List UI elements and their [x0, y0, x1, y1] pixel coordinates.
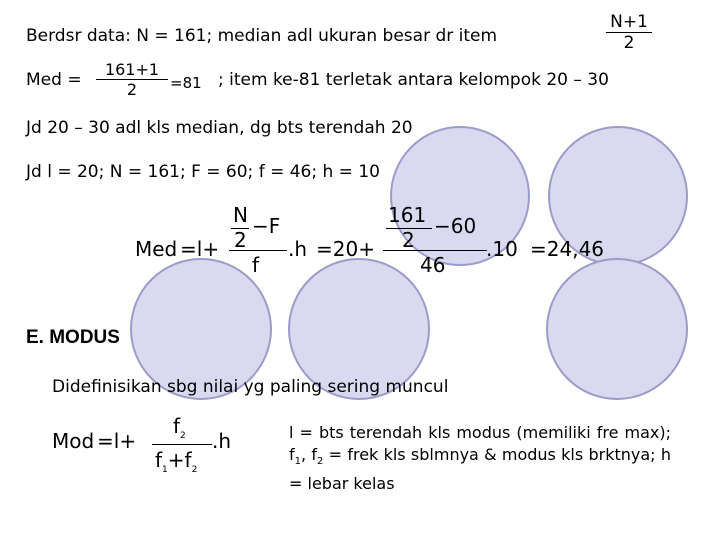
formula-eq-l-plus: =l+	[180, 237, 220, 261]
numerator-f2	[173, 414, 186, 441]
median-position-fraction	[96, 60, 168, 99]
modus-definition: Didefinisikan sbg nilai yg paling sering muncul	[52, 377, 449, 397]
formula-eq-20-plus: =20+	[316, 237, 375, 261]
inner-denominator-2: 2	[234, 228, 247, 252]
formula-med-lhs: Med	[135, 237, 178, 261]
inner-numerator-161: 161	[388, 203, 427, 227]
decor-circle-mid-right	[546, 258, 688, 400]
median-class-statement: ; item ke-81 terletak antara kelompok 20 – 30	[218, 70, 609, 90]
inner-denominator-2b: 2	[402, 228, 415, 252]
median-position-result: =81	[170, 74, 202, 92]
denominator-sub1: 1	[162, 465, 168, 475]
median-label: Med =	[26, 70, 82, 90]
times-h: .h	[212, 429, 232, 453]
median-result: =24,46	[530, 237, 605, 261]
times-10: .10	[486, 237, 518, 261]
numerator-sub: 2	[180, 431, 186, 441]
fraction-denominator: 2	[126, 80, 138, 99]
times-h: .h	[288, 237, 308, 261]
inner-numerator-n: N	[233, 203, 248, 227]
item-position-fraction	[606, 12, 652, 53]
minus-f: −F	[252, 214, 281, 238]
fraction-numerator: N+1	[610, 12, 648, 32]
explanation-part2: , f	[301, 445, 318, 464]
median-class-note: Jd 20 – 30 adl kls median, dg bts terendah 20	[26, 118, 413, 138]
formula-eq-l-plus: =l+	[97, 429, 137, 453]
outer-denominator-f: f	[252, 253, 260, 277]
numerator-f: f	[173, 414, 181, 438]
explanation-part1: l = bts terendah kls modus (memiliki fre max); f	[289, 423, 671, 464]
denominator-f2: f	[184, 448, 192, 472]
explanation-part3: = frek kls sblmnya & modus kls brktnya; h = lebar kelas	[289, 445, 671, 494]
denominator-f1-plus-f2	[155, 448, 197, 475]
denominator-sub2: 2	[191, 465, 198, 475]
outer-fraction-bar-2	[383, 250, 487, 251]
formula-mod-lhs: Mod	[52, 429, 95, 453]
outer-fraction-bar	[229, 250, 287, 251]
denominator-plus: +	[167, 448, 185, 472]
explanation-sub2: 2	[317, 456, 324, 468]
variables-statement: Jd l = 20; N = 161; F = 60; f = 46; h = 10	[26, 162, 380, 182]
fraction-numerator: 161+1	[104, 60, 160, 79]
section-heading-modus: E. MODUS	[26, 327, 120, 348]
minus-60: −60	[434, 214, 477, 238]
modus-explanation	[289, 422, 671, 495]
outer-denominator-46: 46	[420, 253, 446, 277]
data-statement: Berdsr data: N = 161; median adl ukuran besar dr item	[26, 26, 498, 46]
denominator-f1: f	[155, 448, 163, 472]
explanation-sub1: 1	[294, 456, 302, 468]
fraction-denominator: 2	[623, 33, 635, 53]
modus-fraction-bar	[152, 444, 212, 445]
